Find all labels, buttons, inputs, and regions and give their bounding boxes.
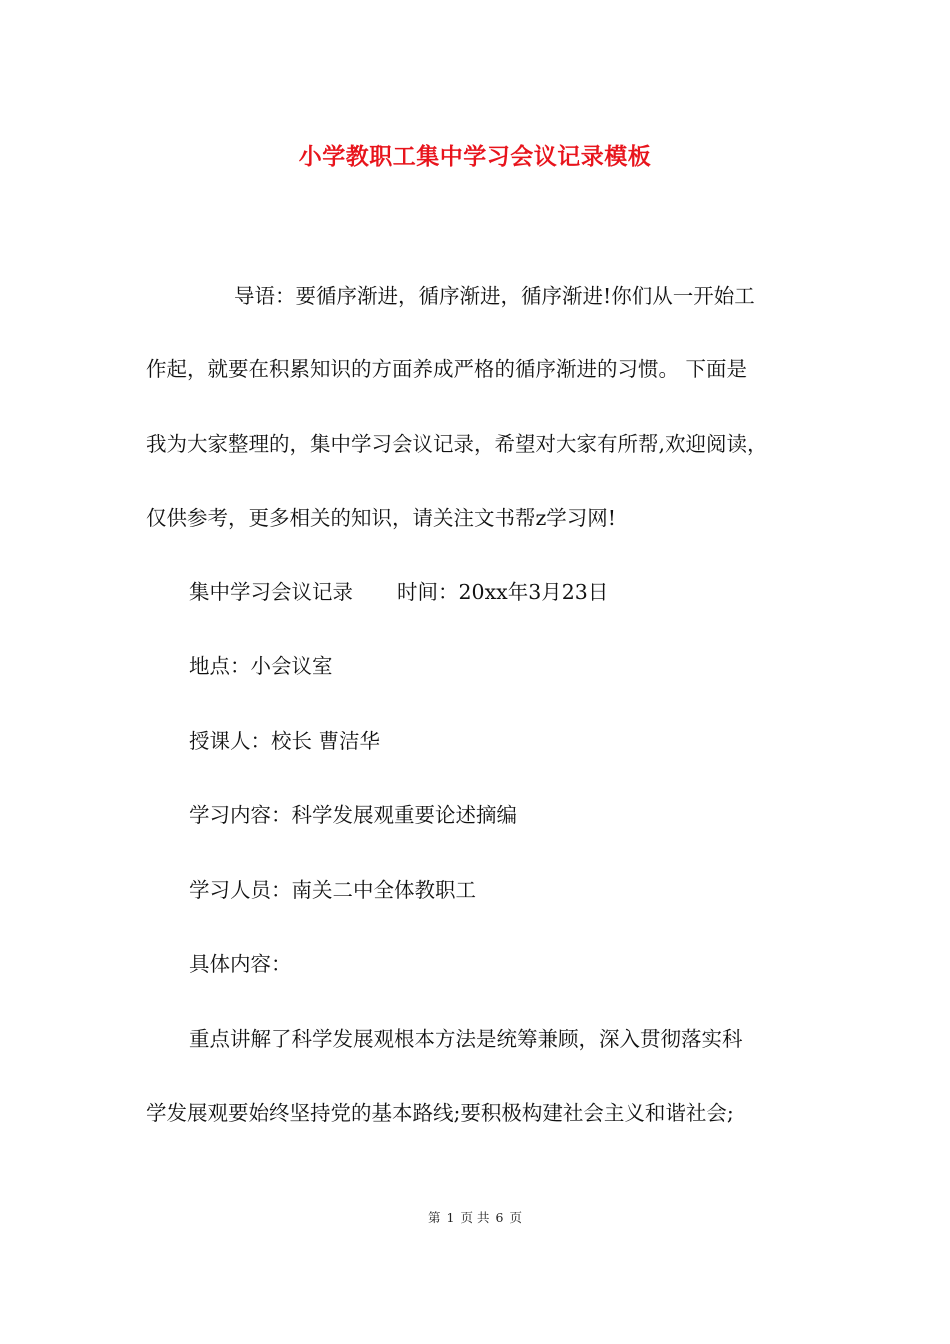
footer-page-number: 1 bbox=[446, 1210, 455, 1225]
details-line-1: 重点讲解了科学发展观根本方法是统筹兼顾，深入贯彻落实科 bbox=[189, 1027, 743, 1051]
footer-prefix: 第 bbox=[428, 1210, 441, 1225]
document-title: 小学教职工集中学习会议记录模板 bbox=[298, 143, 652, 170]
footer-suffix: 页 bbox=[509, 1210, 522, 1225]
intro-line-1: 导语：要循序渐进，循序渐进，循序渐进!你们从一开始工 bbox=[234, 284, 755, 308]
intro-line-2: 作起，就要在积累知识的方面养成严格的循序渐进的习惯。 下面是 bbox=[146, 357, 748, 381]
meeting-content-topic: 学习内容：科学发展观重要论述摘编 bbox=[189, 803, 517, 827]
details-label: 具体内容： bbox=[189, 952, 292, 976]
intro-line-3: 我为大家整理的，集中学习会议记录，希望对大家有所帮,欢迎阅读， bbox=[146, 432, 768, 456]
details-line-2: 学发展观要始终坚持党的基本路线;要积极构建社会主义和谐社会; bbox=[146, 1101, 734, 1125]
footer-total-pages: 6 bbox=[495, 1210, 504, 1225]
meeting-time: 时间：20xx年3月23日 bbox=[397, 580, 609, 604]
record-title: 集中学习会议记录 bbox=[189, 580, 353, 604]
meeting-participants: 学习人员：南关二中全体教职工 bbox=[189, 878, 476, 902]
footer-mid: 页 共 bbox=[460, 1210, 490, 1225]
page-footer bbox=[0, 1208, 950, 1226]
meeting-location: 地点：小会议室 bbox=[189, 654, 333, 678]
record-header-line bbox=[189, 578, 608, 606]
intro-line-4: 仅供参考，更多相关的知识，请关注文书帮z学习网! bbox=[146, 506, 617, 530]
meeting-lecturer: 授课人：校长 曹洁华 bbox=[189, 729, 381, 753]
